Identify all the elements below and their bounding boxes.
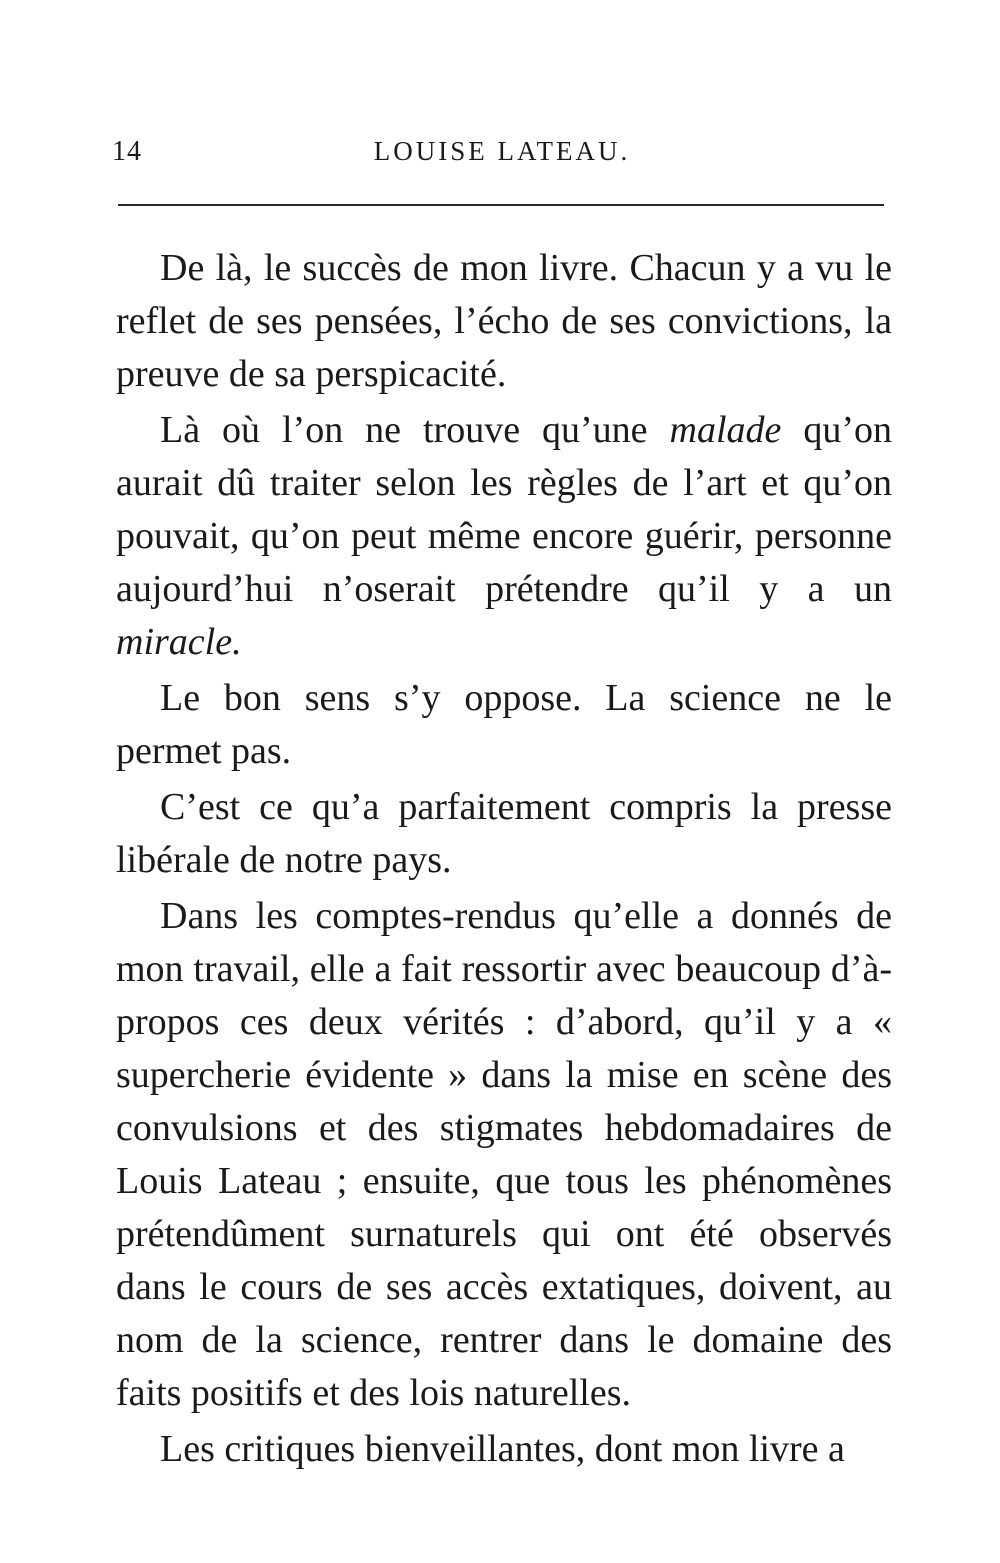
- page-number: 14: [112, 136, 142, 167]
- paragraph-text: Là où l’on ne trouve qu’une: [160, 409, 670, 451]
- paragraph: Les critiques bienveillantes, dont mon livre a: [160, 1428, 845, 1470]
- paragraph: [116, 404, 892, 669]
- paragraph-text: qu’on aurait dû traiter selon les règles de l’art et qu’on pouvait, qu’on peut même encore guérir, personne aujourd’hui n’oserait prétendre qu’il y a un: [116, 409, 893, 610]
- running-title: LOUISE LATEAU.: [373, 136, 631, 166]
- paragraph: De là, le succès de mon livre. Chacun y a vu le reflet de ses pensées, l’écho de ses convictions, la preuve de sa perspicacité.: [116, 247, 892, 395]
- page-header: [112, 136, 892, 176]
- italic-word: miracle.: [116, 621, 242, 663]
- paragraph: Le bon sens s’y oppose. La science ne le permet pas.: [116, 677, 892, 772]
- italic-word: malade: [669, 409, 782, 451]
- paragraph: C’est ce qu’a parfaitement compris la presse libérale de notre pays.: [116, 786, 892, 881]
- header-rule: [118, 204, 884, 206]
- body-text: [116, 242, 892, 1476]
- paragraph: Dans les comptes-rendus qu’elle a donnés de mon travail, elle a fait ressortir avec beaucoup d’à-propos ces deux vérités : d’abord, qu’il y a « supercherie évidente » dans la mise en scène des convulsions et des stigmates hebdomadaires de Louis Lateau ; ensuite, que tous les phénomènes prétendûment surnaturels qui ont été observés dans le cours de ses accès extatiques, doivent, au nom de la science, rentrer dans le domaine des faits positifs et des lois naturelles.: [116, 895, 892, 1414]
